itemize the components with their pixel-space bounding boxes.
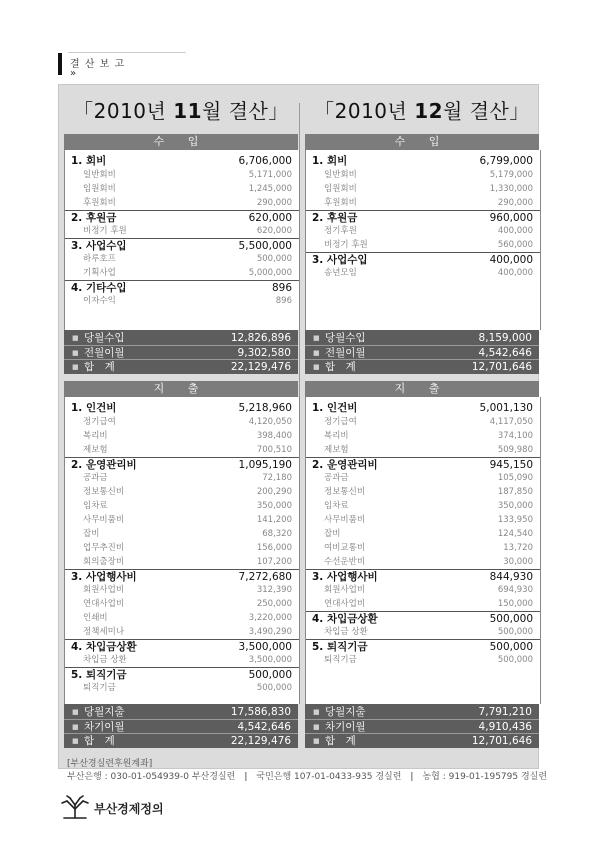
- income-header: 수 입: [64, 134, 298, 150]
- column-title: 「2010년 11월 결산」: [73, 99, 289, 123]
- total-row: ■ 당월수입 12,826,896: [72, 332, 291, 344]
- list-item: 하루호프 500,000: [83, 254, 292, 264]
- total-row: ■ 전월이월 9,302,580: [64, 345, 298, 360]
- list-item: 수선운반비 30,000: [324, 557, 533, 567]
- list-item: 임원회비 1,330,000: [324, 184, 533, 194]
- list-item: 4. 차입금상환 500,000: [306, 611, 540, 626]
- list-item: 회원사업비 312,390: [83, 585, 292, 595]
- list-item: 비정기 후원 620,000: [83, 226, 292, 236]
- expense-header: 지 출: [305, 381, 539, 397]
- account-busan-bank: 부산은행 : 030-01-054939-0 부산경실련: [67, 772, 236, 782]
- list-item: 사무비품비 141,200: [83, 515, 292, 525]
- list-item: 후원회비 290,000: [324, 198, 533, 208]
- list-item: 공과금 72,180: [83, 473, 292, 483]
- list-item: 임차료 350,000: [83, 501, 292, 511]
- total-row: ■ 합 계 12,701,646: [305, 359, 539, 374]
- list-item: 잡비 68,320: [83, 529, 292, 539]
- total-row: ■ 합 계 12,701,646: [305, 733, 539, 748]
- section-arrow: »: [70, 68, 77, 79]
- expense-header: 지 출: [64, 381, 298, 397]
- total-row: ■ 전월이월 4,542,646: [305, 345, 539, 360]
- total-row: ■ 차기이월 4,542,646: [64, 719, 298, 734]
- list-item: 차입금 상환 500,000: [324, 627, 533, 637]
- list-item: 복리비 374,100: [324, 431, 533, 441]
- total-row: ■ 당월지출 7,791,210: [313, 706, 532, 718]
- list-item: 후원회비 290,000: [83, 198, 292, 208]
- list-item: 5. 퇴직기금 500,000: [65, 667, 299, 682]
- list-item: 차입금 상환 3,500,000: [83, 655, 292, 665]
- total-row: ■ 당월수입 8,159,000: [313, 332, 532, 344]
- list-item: 비정기 후원 560,000: [324, 240, 533, 250]
- income-totals: [305, 330, 539, 374]
- settlement-report: [58, 84, 548, 782]
- list-item: 송년모임 400,000: [324, 268, 533, 278]
- list-item: 연대사업비 250,000: [83, 599, 292, 609]
- list-item: 제보험 509,980: [324, 445, 533, 455]
- column-november: [64, 85, 298, 768]
- footer-brand: 부산경제정의: [94, 802, 164, 816]
- list-item: 제보험 700,510: [83, 445, 292, 455]
- total-row: ■ 차기이월 4,910,436: [305, 719, 539, 734]
- list-item: 3. 사업수입 400,000: [306, 252, 540, 267]
- list-item: 잡비 124,540: [324, 529, 533, 539]
- list-item: 3. 사업행사비 7,272,680: [65, 569, 299, 584]
- list-item: 정책세미나 3,490,290: [83, 627, 292, 637]
- list-item: 사무비품비 133,950: [324, 515, 533, 525]
- list-item: 5. 퇴직기금 500,000: [306, 639, 540, 654]
- total-row: ■ 합 계 22,129,476: [64, 359, 298, 374]
- list-item: 1. 인건비 5,218,960: [71, 402, 292, 414]
- list-item: 공과금 105,090: [324, 473, 533, 483]
- list-item: 정기후원 400,000: [324, 226, 533, 236]
- income-list: [64, 150, 300, 330]
- list-item: 1. 회비 6,799,000: [312, 155, 533, 167]
- list-item: 정기급여 4,120,050: [83, 417, 292, 427]
- list-item: 4. 차입금상환 3,500,000: [65, 639, 299, 654]
- list-item: 2. 후원금 960,000: [306, 210, 540, 225]
- list-item: 임원회비 1,245,000: [83, 184, 292, 194]
- list-item: 기획사업 5,000,000: [83, 268, 292, 278]
- list-item: 업무추진비 156,000: [83, 543, 292, 553]
- list-item: 일반회비 5,179,000: [324, 170, 533, 180]
- list-item: 퇴직기금 500,000: [83, 683, 292, 693]
- list-item: 연대사업비 150,000: [324, 599, 533, 609]
- list-item: 2. 운영관리비 1,095,190: [65, 457, 299, 472]
- total-row: ■ 당월지출 17,586,830: [72, 706, 291, 718]
- expense-totals: [305, 704, 539, 748]
- income-totals: [64, 330, 298, 374]
- list-item: 일반회비 5,171,000: [83, 170, 292, 180]
- list-item: 임차료 350,000: [324, 501, 533, 511]
- list-item: 이자수익 896: [83, 296, 292, 306]
- donation-accounts: 부산은행 : 030-01-054939-0 부산경실련 | 국민은행 107-01-0433-935 경실련 | 농협 : 919-01-195795 경실련: [67, 772, 548, 782]
- list-item: 회원사업비 694,930: [324, 585, 533, 595]
- list-item: 정보통신비 200,290: [83, 487, 292, 497]
- list-item: 회의출장비 107,200: [83, 557, 292, 567]
- list-item: 정보통신비 187,850: [324, 487, 533, 497]
- list-item: 3. 사업수입 5,500,000: [65, 238, 299, 253]
- list-item: 1. 인건비 5,001,130: [312, 402, 533, 414]
- section-label: 결 산 보 고: [70, 59, 126, 70]
- list-item: 2. 운영관리비 945,150: [306, 457, 540, 472]
- tree-logo-icon: [58, 795, 92, 819]
- column-title: 「2010년 12월 결산」: [314, 99, 530, 123]
- list-item: 여비교통비 13,720: [324, 543, 533, 553]
- list-item: 퇴직기금 500,000: [324, 655, 533, 665]
- list-item: 3. 사업행사비 844,930: [306, 569, 540, 584]
- income-header: 수 입: [305, 134, 539, 150]
- header-rule: [68, 52, 186, 53]
- account-kookmin-bank: 국민은행 107-01-0433-935 경실련: [256, 772, 402, 782]
- total-row: ■ 합 계 22,129,476: [64, 733, 298, 748]
- donation-accounts-title: [부산경실련후원계좌]: [67, 759, 153, 769]
- column-december: [305, 85, 539, 768]
- account-nonghyup: 농협 : 919-01-195795 경실련: [422, 772, 548, 782]
- header-marker: [58, 53, 62, 75]
- list-item: 복리비 398,400: [83, 431, 292, 441]
- list-item: 1. 회비 6,706,000: [71, 155, 292, 167]
- list-item: 4. 기타수입 896: [65, 280, 299, 295]
- list-item: 인쇄비 3,220,000: [83, 613, 292, 623]
- expense-totals: [64, 704, 298, 748]
- expense-list: [305, 397, 541, 704]
- expense-list: [64, 397, 300, 704]
- list-item: 2. 후원금 620,000: [65, 210, 299, 225]
- income-list: [305, 150, 541, 330]
- list-item: 정기급여 4,117,050: [324, 417, 533, 427]
